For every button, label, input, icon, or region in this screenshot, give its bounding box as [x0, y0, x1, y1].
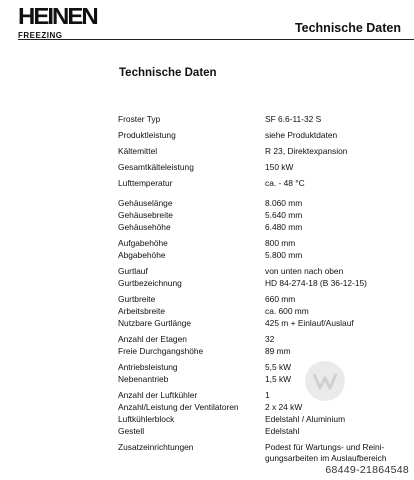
spec-label: Nutzbare Gurtlänge — [118, 318, 192, 328]
spec-label: Gehäusebreite — [118, 210, 173, 220]
spec-value: 2 x 24 kW — [265, 402, 303, 412]
spec-value: Edelstahl — [265, 426, 300, 436]
spec-label: Gurtbezeichnung — [118, 278, 182, 288]
spec-label: Froster Typ — [118, 114, 161, 124]
spec-label: Zusatzeinrichtungen — [118, 442, 194, 452]
spec-label: Luftkühlerblock — [118, 414, 175, 424]
logo-wordmark: HEINEN — [18, 4, 97, 30]
spec-value: 1 — [265, 390, 270, 400]
spec-value: 89 mm — [265, 346, 291, 356]
watermark-icon — [305, 361, 345, 401]
spec-label: Gurtlauf — [118, 266, 148, 276]
spec-label: Gehäusehöhe — [118, 222, 171, 232]
spec-value: 5,5 kW — [265, 362, 292, 372]
spec-label: Nebenantrieb — [118, 374, 169, 384]
spec-value: siehe Produktdaten — [265, 130, 338, 140]
spec-value: ca. - 48 °C — [265, 178, 305, 188]
spec-label: Abgabehöhe — [118, 250, 166, 260]
document-title: Technische Daten — [119, 67, 217, 79]
spec-value: 150 kW — [265, 162, 294, 172]
spec-value: 1,5 kW — [265, 374, 292, 384]
spec-label: Anzahl der Etagen — [118, 334, 187, 344]
spec-value: Edelstahl / Aluminium — [265, 414, 346, 424]
spec-label: Anzahl der Luftkühler — [118, 390, 198, 400]
spec-label: Produktleistung — [118, 130, 176, 140]
spec-value: 8.060 mm — [265, 198, 303, 208]
spec-value: 660 mm — [265, 294, 296, 304]
spec-label: Gestell — [118, 426, 145, 436]
spec-value: SF 6.6-11-32 S — [265, 114, 322, 124]
spec-label: Gehäuselänge — [118, 198, 173, 208]
spec-label: Freie Durchgangshöhe — [118, 346, 204, 356]
spec-value: 6.480 mm — [265, 222, 303, 232]
spec-value: 5.800 mm — [265, 250, 303, 260]
spec-label: Kältemittel — [118, 146, 158, 156]
reference-id: 68449-21864548 — [325, 464, 409, 476]
spec-value: Podest für Wartungs- und Reini- gungsarbeiten im Auslaufbereich — [265, 442, 387, 463]
logo-subtitle: FREEZING — [18, 31, 63, 40]
spec-label: Aufgabehöhe — [118, 238, 168, 248]
spec-value: 5.640 mm — [265, 210, 303, 220]
spec-value: 800 mm — [265, 238, 296, 248]
spec-value: 425 m + Einlauf/Auslauf — [265, 318, 354, 328]
spec-value: HD 84-274-18 (B 36-12-15) — [265, 278, 367, 288]
spec-label: Gurtbreite — [118, 294, 156, 304]
spec-value: 32 — [265, 334, 275, 344]
spec-value: von unten nach oben — [265, 266, 344, 276]
spec-value: R 23, Direktexpansion — [265, 146, 348, 156]
spec-label: Lufttemperatur — [118, 178, 173, 188]
header-title: Technische Daten — [294, 21, 401, 35]
spec-label: Arbeitsbreite — [118, 306, 166, 316]
spec-label: Antriebsleistung — [118, 362, 178, 372]
spec-value: ca. 600 mm — [265, 306, 309, 316]
spec-label: Anzahl/Leistung der Ventilatoren — [118, 402, 239, 412]
spec-label: Gesamtkälteleistung — [118, 162, 194, 172]
